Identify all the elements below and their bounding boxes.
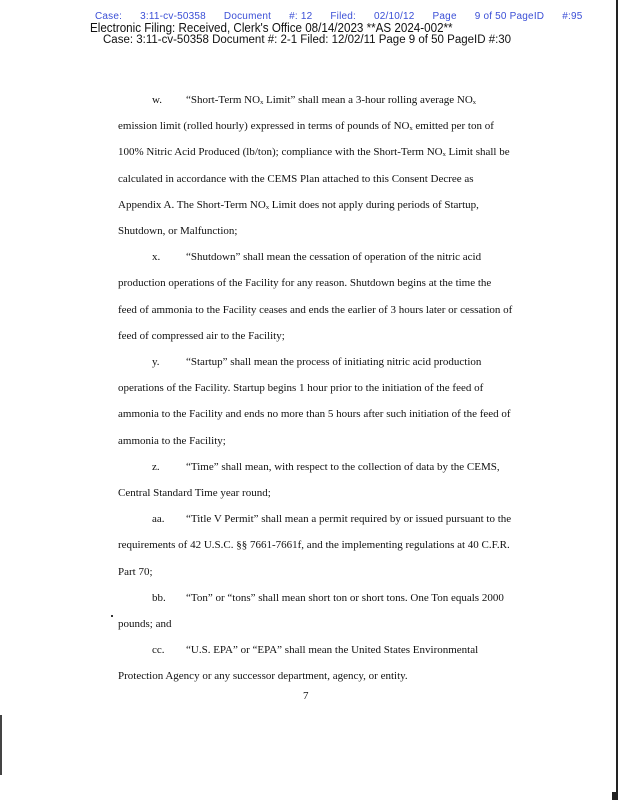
- paragraph-line: Shutdown, or Malfunction;: [118, 225, 238, 238]
- definition-paragraph-aa: [118, 506, 533, 585]
- paragraph-line: “Ton” or “tons” shall mean short ton or short tons. One Ton equals 2000: [186, 591, 504, 604]
- definition-paragraph-cc: [118, 637, 533, 689]
- case-header-line: Case: 3:11-cv-50358 Document #: 2-1 Filed: 12/02/11 Page 9 of 50 PageID #:30: [103, 34, 512, 46]
- paragraph-label: cc.: [152, 644, 165, 657]
- paragraph-line: “Startup” shall mean the process of initiating nitric acid production: [186, 356, 482, 369]
- paragraph-line: ammonia to the Facility and ends no more than 5 hours after such initiation of the feed of: [118, 408, 511, 421]
- paragraph-line: Protection Agency or any successor department, agency, or entity.: [118, 670, 408, 683]
- paragraph-line: requirements of 42 U.S.C. §§ 7661-7661f, and the implementing regulations at 40 C.F.R.: [118, 539, 510, 552]
- paragraph-line: emission limit (rolled hourly) expressed in terms of pounds of NOₓ emitted per ton of: [118, 120, 494, 133]
- paragraph-line: “Short-Term NOₓ Limit” shall mean a 3-hour rolling average NOₓ: [186, 94, 476, 106]
- scan-edge-corner: [612, 792, 618, 800]
- header-document-label: Document: [223, 11, 272, 22]
- electronic-filing-stamp: Electronic Filing: Received, Clerk's Office 08/14/2023 **AS 2024-002**: [90, 21, 453, 35]
- scan-edge-left: [0, 715, 2, 775]
- definition-paragraph-z: [118, 454, 533, 506]
- paragraph-line: 100% Nitric Acid Produced (lb/ton); compliance with the Short-Term NOₓ Limit shall be: [118, 146, 510, 159]
- header-filed-date: 02/10/12: [374, 11, 415, 22]
- header-case-label: Case:: [95, 11, 123, 22]
- header-page-count: 9 of 50 PageID: [474, 11, 545, 22]
- paragraph-label: x.: [152, 251, 161, 264]
- paragraph-line: “Title V Permit” shall mean a permit required by or issued pursuant to the: [186, 513, 512, 526]
- header-filed-label: Filed:: [330, 11, 357, 22]
- paragraph-line: Appendix A. The Short-Term NOₓ Limit does not apply during periods of Startup,: [118, 198, 479, 211]
- paragraph-line: “Shutdown” shall mean the cessation of operation of the nitric acid: [186, 251, 482, 264]
- scan-speck: [111, 615, 113, 617]
- header-case-number: 3:11-cv-50358: [140, 11, 206, 22]
- definition-paragraph-bb: [118, 585, 533, 637]
- paragraph-label: w.: [152, 94, 162, 106]
- paragraph-line: Central Standard Time year round;: [118, 487, 271, 500]
- paragraph-line: calculated in accordance with the CEMS Plan attached to this Consent Decree as: [118, 172, 474, 185]
- paragraph-line: production operations of the Facility for any reason. Shutdown begins at the time the: [118, 277, 492, 290]
- paragraph-line: operations of the Facility. Startup begins 1 hour prior to the initiation of the feed of: [118, 382, 484, 395]
- header-document-number: #: 12: [289, 11, 313, 22]
- paragraph-line: pounds; and: [118, 618, 172, 631]
- paragraph-label: z.: [152, 460, 160, 473]
- paragraph-line: Part 70;: [118, 565, 153, 578]
- paragraph-line: “Time” shall mean, with respect to the collection of data by the CEMS,: [186, 460, 500, 473]
- definition-paragraph-x: [118, 244, 533, 349]
- paragraph-label: bb.: [152, 591, 166, 604]
- page-number: 7: [303, 690, 309, 702]
- paragraph-line: ammonia to the Facility;: [118, 434, 226, 447]
- paragraph-line: feed of ammonia to the Facility ceases and ends the earlier of 3 hours later or cessation of: [118, 303, 513, 316]
- paragraph-label: aa.: [152, 513, 165, 526]
- paragraph-label: y.: [152, 356, 160, 369]
- definition-paragraph-w: [118, 87, 533, 244]
- document-body: [118, 87, 533, 690]
- definition-paragraph-y: [118, 349, 533, 454]
- paragraph-line: feed of compressed air to the Facility;: [118, 329, 285, 342]
- header-page-label: Page: [432, 11, 457, 22]
- header-pageid: #:95: [562, 11, 583, 22]
- paragraph-line: “U.S. EPA” or “EPA” shall mean the United States Environmental: [186, 644, 479, 657]
